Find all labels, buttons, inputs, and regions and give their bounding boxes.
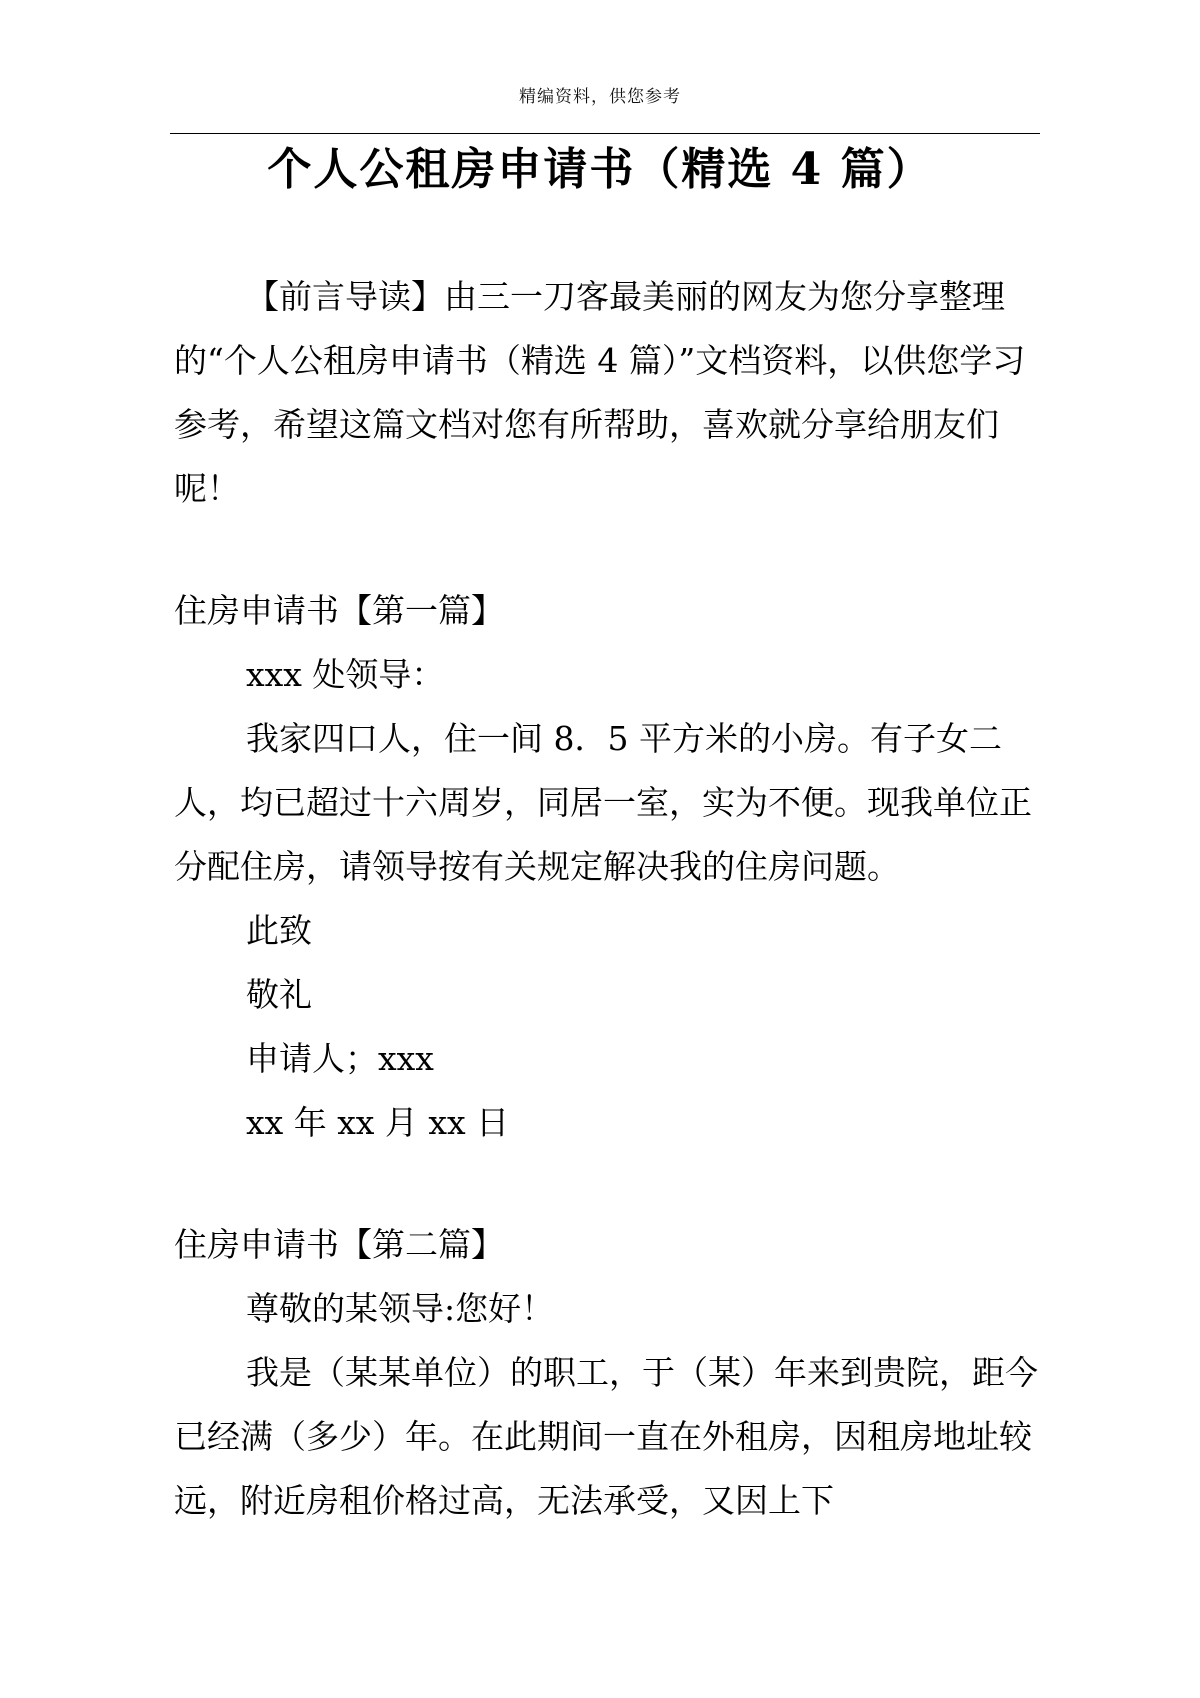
header-divider <box>170 133 1040 134</box>
section-2-title: 住房申请书【第二篇】 <box>174 1225 504 1264</box>
section-2-body: 我是（某某单位）的职工，于（某）年来到贵院，距今已经满（多少）年。在此期间一直在外租房，因租房地址较远，附近房租价格过高，无法承受，又因上下 <box>174 1353 1038 1520</box>
section-1-salutation: xxx 处领导： <box>246 655 445 694</box>
section-1-date: xx 年 xx 月 xx 日 <box>246 1103 510 1142</box>
preface-paragraph: 【前言导读】由三一刀客最美丽的网友为您分享整理的“个人公租房申请书（精选 4 篇）”文档资料，以供您学习参考，希望这篇文档对您有所帮助，喜欢就分享给朋友们呢！ <box>174 277 1026 508</box>
section-1-applicant: 申请人；xxx <box>246 1039 434 1078</box>
page-header: 精编资料，供您参考 <box>519 87 681 107</box>
document-body <box>174 265 1058 1533</box>
section-2-salutation: 尊敬的某领导:您好！ <box>246 1289 555 1328</box>
document-title: 个人公租房申请书（精选 4 篇） <box>267 144 933 195</box>
section-1-title: 住房申请书【第一篇】 <box>174 591 504 630</box>
section-1-body: 我家四口人，住一间 8．5 平方米的小房。有子女二人，均已超过十六周岁，同居一室，实为不便。现我单位正分配住房，请领导按有关规定解决我的住房问题。 <box>174 719 1032 886</box>
section-1-closing-2: 敬礼 <box>246 975 312 1014</box>
section-1-closing-1: 此致 <box>246 911 312 950</box>
